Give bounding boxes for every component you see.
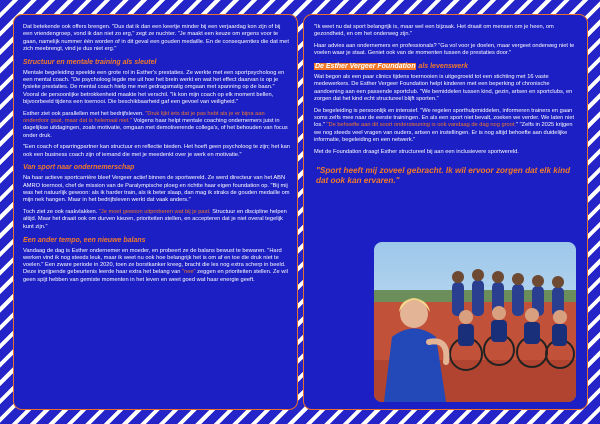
- section-heading: [314, 62, 580, 71]
- right-page: [303, 14, 588, 410]
- text: Toch ziet ze ook raakvlakken.: [23, 209, 99, 216]
- paragraph: Haar advies aan ondernemers en professionals? "Ga vol voor je doelen, maar vergeet onderweg niet te voelen waar je staat. Geniet ook van de momenten tussen de prestaties door.": [314, 43, 575, 57]
- paragraph: "Ik weet nu dat sport belangrijk is, maar wel een bijzaak. Het draait om mensen om je heen, om gezondheid, en om het onderweg zijn.": [314, 24, 554, 38]
- text: Vandaag de dag is Esther ondernemer en moeder, en probeert ze de balans bewust te bewaren. "Hard werken vind ik nog steeds leuk, maar ik weet nu ook hoe belangrijk het is om af en toe die druk niet te voelen." Een zware periode in 2020, toen ze borstkanker kreeg, bracht die les nog extra scherp in beeld. Deze ingrijpende gebeurtenis leerde haar extra het belang van: [23, 247, 286, 276]
- paragraph: Mentale begeleiding speelde een grote rol in Esther's prestaties. Ze werkte met een sportpsycholoog en een mental coach. "De psycholoog legde me uit hoe het brein werkt en wat het effect daarvan is op je fysieke prestaties. De mental coach hielp me met gedragsmatig omgaan met spanning op de baan." Vooral de persoonlijke betrokkenheid maakte het verschil. "Ik kon mijn coach op elk moment bellen, bijvoorbeeld tijdens een toernooi. Die beschikbaarheid gaf een gevoel van veiligheid.": [23, 69, 285, 105]
- section-heading: Een ander tempo, een nieuwe balans: [23, 236, 146, 244]
- text: " "Zelfs in 2025 krijgen we nog steeds veel vragen van ouders, artsen en instellingen. Er is nog altijd behoefte aan duidelijke informatie, begeleiding en een netwerk.": [314, 122, 573, 144]
- paragraph: Met de Foundation draagt Esther structureel bij aan een inclusievere sportwereld.: [314, 148, 519, 155]
- paragraph: Na haar actieve sportcarrière bleef Vergeer actief binnen de sportwereld. Ze werd directeur van het ABN AMRO toernooi, chef de mission van de Paralympische ploeg en richtte haar eigen foundation op. "Bij mij was het natuurlijk gewoon: als ik harder train, als ik beter slaap, dan mag ik straks de gouden medaille om mijn nek hangen. Maar in het bedrijfsleven werkt dat vaak anders.": [23, 175, 290, 204]
- section-heading: Van sport naar ondernemerschap: [23, 164, 135, 172]
- text: Esther ziet ook parallellen met het bedrijfsleven.: [23, 110, 146, 117]
- text: Volgens haar helpt mentale coaching ondernemers juist in dagelijkse uitdagingen, zoals motivatie, omgaan met demotiverende collega's, of het behouden van focus onder druk.: [23, 117, 288, 139]
- right-column: [314, 24, 580, 186]
- text: De begeleiding is persoonlijk en intensief. "We regelen sporthulpmiddelen, informeren trainers en gaan soms zelfs mee naar de eerste trainingen. En als een sport niet bevalt, zoeken we verder. We laten niet los.": [314, 107, 575, 129]
- group-photo: [374, 242, 576, 402]
- section-heading: Structuur en mentale training als sleutel: [23, 58, 157, 66]
- left-column: [23, 24, 291, 289]
- paragraph: [314, 108, 580, 144]
- pull-quote: "Sport heeft mij zoveel gebracht. Ik wil ervoor zorgen dat elk kind dat ook kan ervaren.": [316, 166, 571, 186]
- text: Structuur en discipline helpen altijd. Maar het draait ook om durven kiezen, prioriteiten stellen, en accepteren dat je niet overal tegelijk kunt zijn.": [23, 209, 287, 230]
- highlighted-quote: "Je moet gewoon uitproberen wat bij je past.: [98, 209, 211, 216]
- highlighted-quote: "Druk lijkt iets dat je pas hebt als je er bijna aan onderdoor gaat, maar dat is helemaal niet.": [23, 110, 265, 124]
- text: zeggen en prioriteiten stellen. Ze wil geen spijt hebben van gemiste momenten in het leven en weet goed wat haar energie geeft.: [23, 269, 288, 283]
- left-page: [13, 14, 298, 410]
- paragraph: Dat betekende ook offers brengen. "Dus dat ik dan een keertje minder bij een verjaardag kon zijn of bij een vriendengroep, vond ik dan niet zo erg," zegt ze nuchter. "Je maakt een keuze om ergens voor te gaan, namelijk nummer één worden of in dit geval een gouden medaille. En de consequenties die dat met zich meebrengt, vind je dus niet erg.": [23, 24, 289, 52]
- highlighted-quote: "De behoefte aan dit soort ondersteuning is ook vandaag de dag nog groot.: [326, 122, 516, 129]
- paragraph: [23, 111, 291, 140]
- paragraph: [23, 209, 291, 231]
- paragraph: Wat begon als een paar clinics tijdens toernooien is uitgegroeid tot een stichting met 16 vaste medewerkers. De Esther Vergeer Foundation helpt kinderen met een beperking of chronische aandoening aan een passende sportclub. "We bemiddelen tussen kind, gezin, artsen en sportclubs, en zorgen dat het kind echt structureel blijft sporten.": [314, 74, 573, 103]
- photo-illustration: [374, 242, 576, 402]
- paragraph: [23, 248, 291, 284]
- highlighted-word: "nee": [182, 269, 196, 276]
- heading-rest: als levenswerk: [416, 63, 468, 71]
- paragraph: "Een coach of sparringpartner kan structuur en reflectie bieden. Het hoeft geen psycholoog te zijn; het kan ook een business coach zijn of iemand die met je meedenkt over je werk en motivatie.": [23, 144, 290, 158]
- foundation-name-highlight: De Esther Vergeer Foundation: [315, 63, 416, 71]
